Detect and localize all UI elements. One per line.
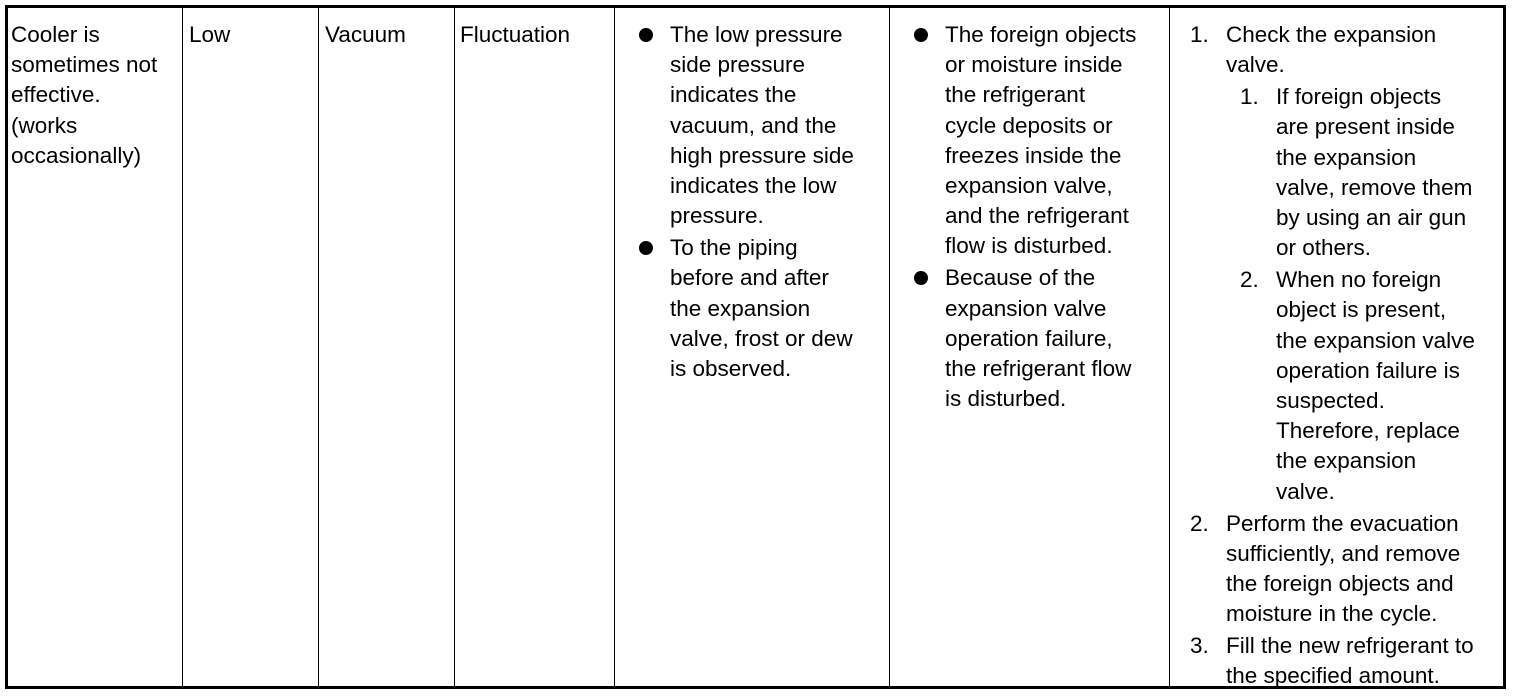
step-number: 3. xyxy=(1190,633,1209,659)
column-divider xyxy=(454,8,455,686)
condition-line: vacuum, and the xyxy=(670,112,837,138)
symptom-cell xyxy=(11,20,157,171)
cause-list xyxy=(945,20,1136,414)
column-divider xyxy=(1169,8,1170,686)
cause-line: is disturbed. xyxy=(945,386,1067,412)
condition-line: is observed. xyxy=(670,356,792,382)
condition-line: indicates the xyxy=(670,82,797,108)
remedy-line: operation failure is xyxy=(1276,357,1460,383)
condition-line: side pressure xyxy=(670,52,806,78)
bullet-icon xyxy=(639,241,653,255)
remedy-line: the expansion valve xyxy=(1276,327,1475,353)
remedy-line: the specified amount. xyxy=(1226,663,1440,689)
remedy-line: Therefore, replace xyxy=(1276,418,1460,444)
cause-cell xyxy=(945,20,1136,414)
cause-line: cycle deposits or xyxy=(945,112,1113,138)
condition-line: high pressure side xyxy=(670,142,854,168)
cause-line: the refrigerant flow xyxy=(945,356,1132,382)
column-divider xyxy=(889,8,890,686)
low-side-cell xyxy=(189,20,230,50)
condition-line: pressure. xyxy=(670,203,764,229)
remedy-line: object is present, xyxy=(1276,297,1447,323)
bullet-icon xyxy=(914,28,928,42)
high-side-cell xyxy=(325,20,406,50)
remedy-line: the expansion xyxy=(1276,448,1417,474)
cause-item xyxy=(945,263,1136,414)
symptom-line: (works xyxy=(11,112,78,138)
gauge-cell xyxy=(460,20,570,50)
remedy-line: are present inside xyxy=(1276,114,1455,140)
cause-item xyxy=(945,20,1136,262)
symptom-line: sometimes not xyxy=(11,52,158,78)
cause-line: The foreign objects xyxy=(945,22,1137,47)
cause-line: and the refrigerant xyxy=(945,203,1129,229)
condition-cell xyxy=(670,20,854,384)
remedy-line: Perform the evacuation xyxy=(1226,510,1459,536)
symptom-line: effective. xyxy=(11,82,101,108)
remedy-line: When no foreign xyxy=(1276,267,1442,293)
troubleshooting-table xyxy=(5,5,1506,689)
cause-line: expansion valve xyxy=(945,295,1107,321)
step-number: 2. xyxy=(1190,510,1209,536)
low-side-value: Low xyxy=(189,22,231,47)
remedy-line: by using an air gun xyxy=(1276,205,1467,231)
cause-line: expansion valve, xyxy=(945,173,1113,199)
remedy-step xyxy=(1190,20,1475,507)
symptom-line: Cooler is xyxy=(11,22,100,47)
column-divider xyxy=(614,8,615,686)
condition-line: before and after xyxy=(670,265,829,291)
condition-line: To the piping xyxy=(670,235,798,261)
condition-line: the expansion xyxy=(670,295,811,321)
condition-line: indicates the low xyxy=(670,173,837,199)
remedy-substep xyxy=(1240,82,1475,263)
condition-list xyxy=(670,20,854,384)
condition-item xyxy=(670,233,854,384)
cause-line: Because of the xyxy=(945,265,1096,291)
remedy-steps xyxy=(1190,20,1475,692)
remedy-line: Fill the new refrigerant to xyxy=(1226,633,1474,659)
remedy-line: the foreign objects and xyxy=(1226,571,1454,597)
cause-line: operation failure, xyxy=(945,325,1113,351)
step-number: 1. xyxy=(1190,22,1209,47)
column-divider xyxy=(318,8,319,686)
cause-line: the refrigerant xyxy=(945,82,1086,108)
remedy-line: suspected. xyxy=(1276,388,1385,414)
remedy-line: Check the expansion xyxy=(1226,22,1437,47)
remedy-line: valve, remove them xyxy=(1276,174,1473,200)
bullet-icon xyxy=(639,28,653,42)
high-side-value: Vacuum xyxy=(325,22,406,47)
cause-line: flow is disturbed. xyxy=(945,233,1113,259)
cause-line: or moisture inside xyxy=(945,52,1123,78)
substep-number: 2. xyxy=(1240,267,1259,293)
remedy-cell xyxy=(1190,20,1475,692)
remedy-line: moisture in the cycle. xyxy=(1226,601,1438,627)
remedy-step xyxy=(1190,631,1475,691)
remedy-line: sufficiently, and remove xyxy=(1226,540,1461,566)
gauge-value: Fluctuation xyxy=(460,22,571,47)
cause-line: freezes inside the xyxy=(945,142,1122,168)
column-divider xyxy=(182,8,183,686)
bullet-icon xyxy=(914,271,928,285)
remedy-line: the expansion xyxy=(1276,144,1417,170)
remedy-step xyxy=(1190,509,1475,630)
remedy-line: valve. xyxy=(1226,52,1285,78)
condition-line: valve, frost or dew xyxy=(670,325,853,351)
condition-line: The low pressure xyxy=(670,22,843,47)
remedy-line: or others. xyxy=(1276,235,1372,261)
remedy-line: valve. xyxy=(1276,478,1335,504)
remedy-substeps xyxy=(1240,82,1475,507)
remedy-line: If foreign objects xyxy=(1276,84,1442,110)
substep-number: 1. xyxy=(1240,84,1259,110)
condition-item xyxy=(670,20,854,231)
remedy-substep xyxy=(1240,265,1475,507)
symptom-line: occasionally) xyxy=(11,142,142,168)
